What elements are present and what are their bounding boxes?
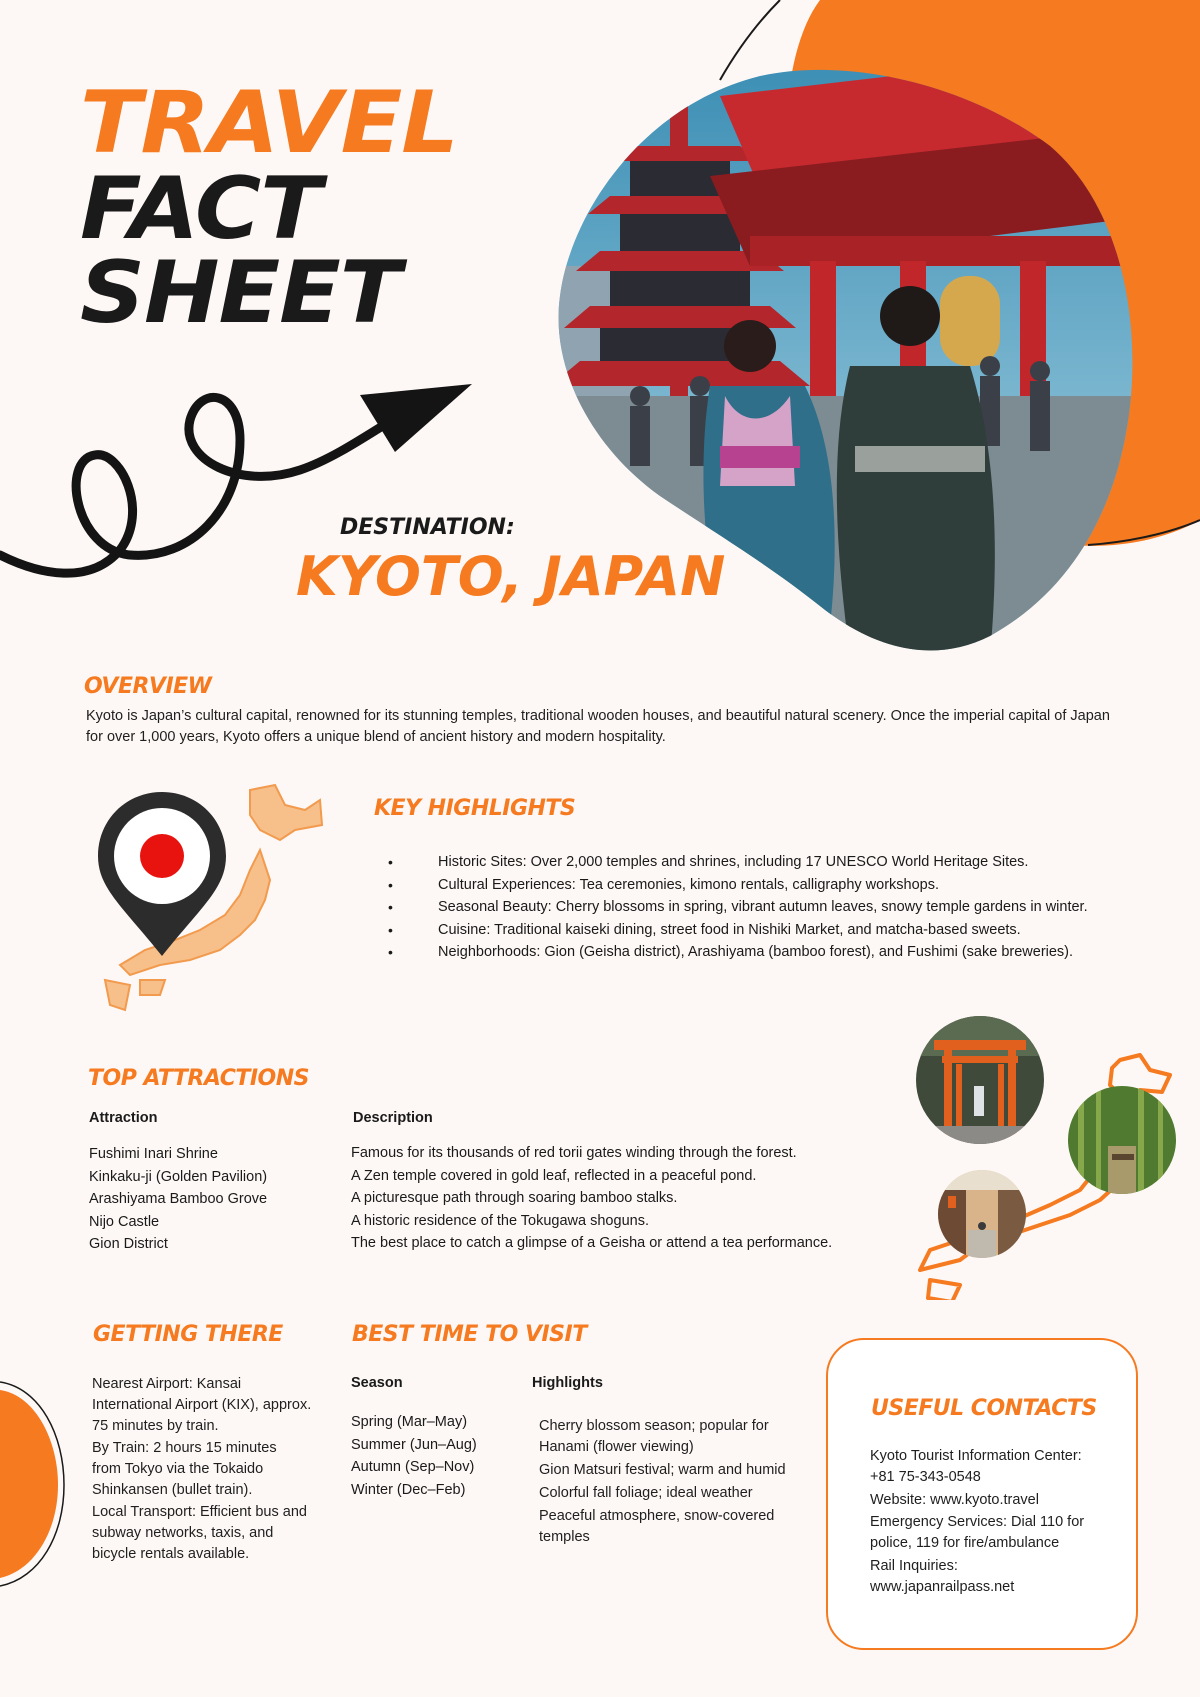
attraction-descriptions: [351, 1142, 911, 1255]
title-line-sheet: SHEET: [80, 243, 401, 343]
contact-tourist-info: Kyoto Tourist Information Center: +81 75-343-0548: [870, 1448, 1082, 1485]
list-item: • Cuisine: Traditional kaiseki dining, street food in Nishiki Market, and matcha-based sweets.: [386, 920, 1116, 941]
torii-gates-photo: [916, 1016, 1044, 1144]
list-item: • Cultural Experiences: Tea ceremonies, kimono rentals, calligraphy workshops.: [386, 875, 1116, 896]
table-row: Famous for its thousands of red torii gates winding through the forest.: [351, 1145, 797, 1161]
list-item: • Neighborhoods: Gion (Geisha district), Arashiyama (bamboo forest), and Fushimi (sake breweries).: [386, 942, 1116, 963]
top-attractions-title: TOP ATTRACTIONS: [88, 1066, 310, 1091]
list-item: Peaceful atmosphere, snow-covered temples: [539, 1508, 775, 1545]
attraction-names: [89, 1143, 339, 1256]
list-item: Spring (Mar–May): [351, 1414, 468, 1430]
season-highlights-list: [539, 1416, 804, 1548]
table-row: A picturesque path through soaring bamboo stalks.: [351, 1190, 678, 1206]
title-line-travel: TRAVEL: [80, 73, 458, 173]
list-item: Winter (Dec–Feb): [351, 1481, 466, 1498]
title-line-fact: FACT: [80, 159, 321, 259]
destination-value: KYOTO, JAPAN: [296, 545, 726, 608]
table-row: A Zen temple covered in gold leaf, reflected in a peaceful pond.: [351, 1167, 757, 1184]
table-row: Arashiyama Bamboo Grove: [89, 1191, 268, 1207]
overview-title: OVERVIEW: [84, 674, 212, 699]
table-row: Kinkaku-ji (Golden Pavilion): [89, 1168, 268, 1185]
list-item: Cherry blossom season; popular for Hanami (flower viewing): [539, 1418, 769, 1455]
season-list: [351, 1411, 521, 1501]
getting-there-airport: Nearest Airport: Kansai International Airport (KIX), approx. 75 minutes by train.: [92, 1376, 312, 1434]
bottom-left-orange-blob: [0, 1380, 70, 1590]
list-item: Colorful fall foliage; ideal weather: [539, 1485, 753, 1501]
table-row: Nijo Castle: [89, 1213, 160, 1230]
destination-label: DESTINATION:: [340, 515, 515, 540]
list-item: Gion Matsuri festival; warm and humid: [539, 1462, 786, 1478]
table-row: Gion District: [89, 1236, 168, 1252]
table-row: The best place to catch a glimpse of a Geisha or attend a tea performance.: [351, 1235, 833, 1251]
description-column-header: Description: [353, 1110, 433, 1126]
getting-there-title: GETTING THERE: [93, 1322, 283, 1347]
useful-contacts-title: USEFUL CONTACTS: [871, 1396, 1097, 1421]
list-item: Summer (Jun–Aug): [351, 1436, 477, 1453]
contact-website: Website: www.kyoto.travel: [870, 1492, 1039, 1508]
key-highlights-list: [386, 852, 1116, 965]
best-time-title: BEST TIME TO VISIT: [352, 1322, 587, 1347]
overview-text: Kyoto is Japan’s cultural capital, renowned for its stunning temples, traditional wooden houses, and beautiful natural scenery. Once the imperial capital of Japan for over 1,000 years, Kyoto offers a unique blend of ancient history and modern hospitality.: [86, 708, 1110, 745]
season-column-header: Season: [351, 1375, 403, 1391]
gion-street-photo: [938, 1170, 1026, 1258]
attraction-column-header: Attraction: [89, 1110, 158, 1126]
getting-there-train: By Train: 2 hours 15 minutes from Tokyo via the Tokaido Shinkansen (bullet train).: [92, 1440, 277, 1498]
japan-map-pin-illustration: [90, 780, 330, 1020]
list-item: • Seasonal Beauty: Cherry blossoms in spring, vibrant autumn leaves, snowy temple gardens in winter.: [386, 897, 1116, 918]
getting-there-local: Local Transport: Efficient bus and subway networks, taxis, and bicycle rentals available.: [92, 1504, 307, 1562]
contact-rail: Rail Inquiries: www.japanrailpass.net: [870, 1558, 1015, 1595]
table-row: Fushimi Inari Shrine: [89, 1146, 218, 1162]
table-row: A historic residence of the Tokugawa shoguns.: [351, 1212, 649, 1229]
contact-emergency: Emergency Services: Dial 110 for police, 119 for fire/ambulance: [870, 1514, 1085, 1551]
key-highlights-title: KEY HIGHLIGHTS: [374, 796, 576, 821]
highlights-column-header: Highlights: [532, 1375, 603, 1391]
bamboo-grove-photo: [1068, 1086, 1176, 1194]
list-item: • Historic Sites: Over 2,000 temples and shrines, including 17 UNESCO World Heritage Sites.: [386, 852, 1116, 873]
list-item: Autumn (Sep–Nov): [351, 1459, 475, 1475]
